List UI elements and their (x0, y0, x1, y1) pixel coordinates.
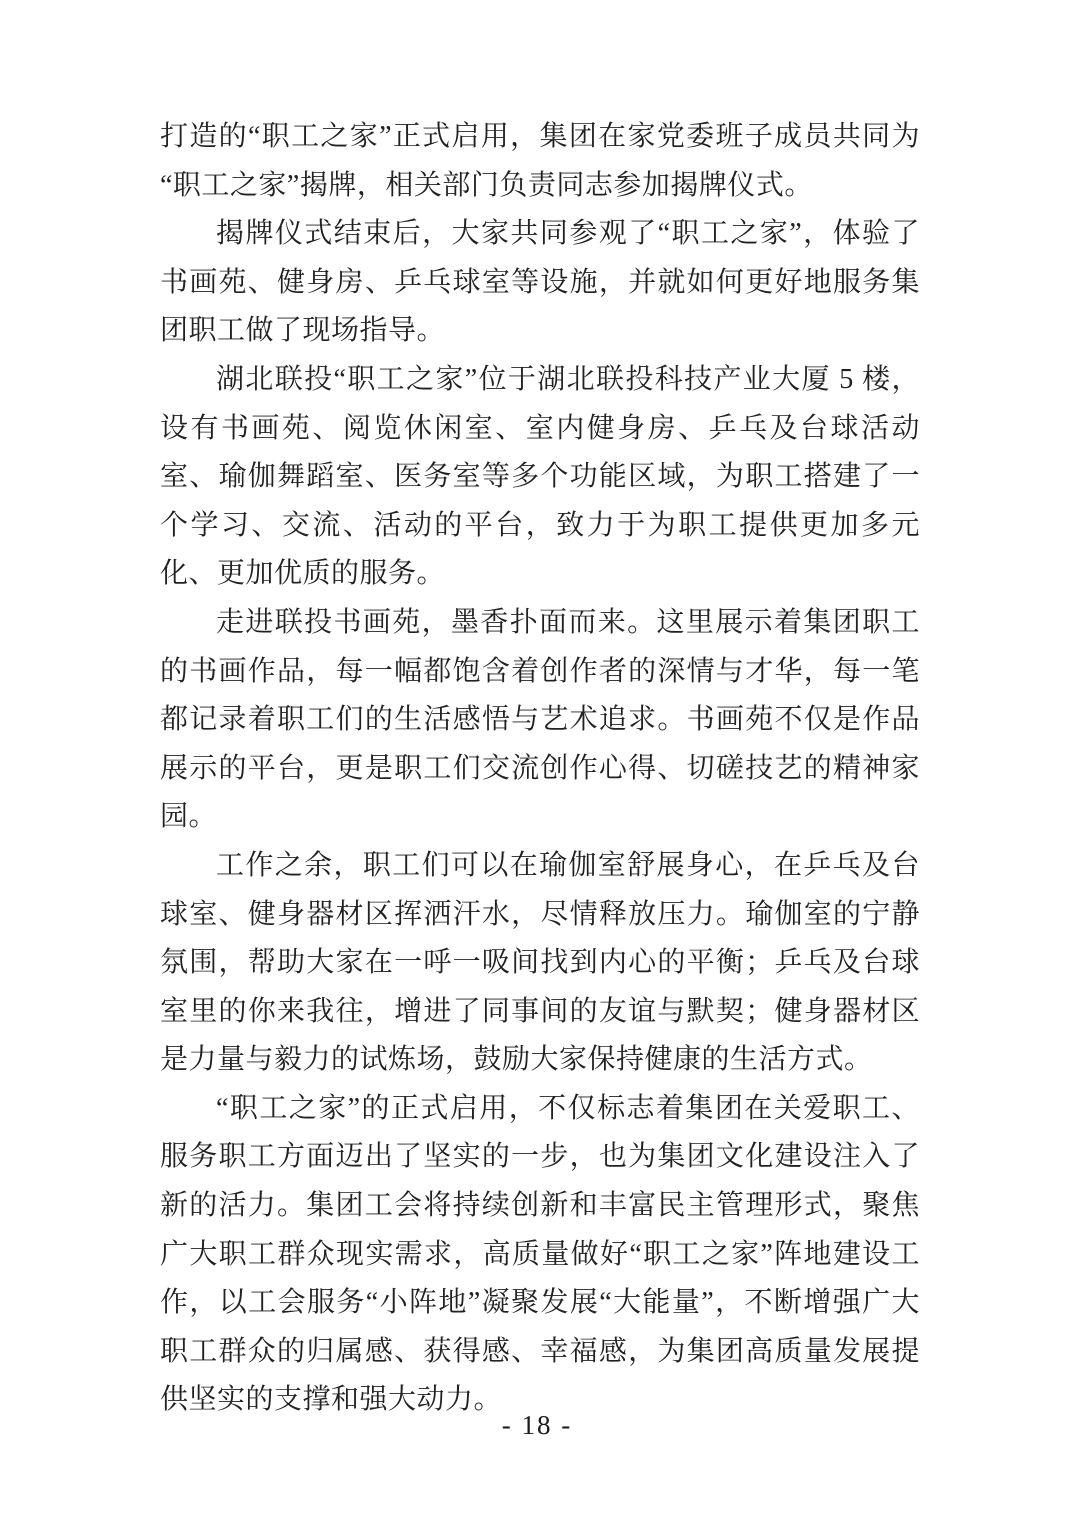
paragraph-1: 打造的“职工之家”正式启用，集团在家党委班子成员共同为“职工之家”揭牌，相关部门负责同志参加揭牌仪式。 (160, 121, 920, 201)
paragraph-6: “职工之家”的正式启用，不仅标志着集团在关爱职工、服务职工方面迈出了坚实的一步，也为集团文化建设注入了新的活力。集团工会将持续创新和丰富民主管理形式，聚焦广大职工群众现实需求，高质量做好“职工之家”阵地建设工作，以工会服务“小阵地”凝聚发展“大能量”，不断增强广大职工群众的归属感、获得感、幸福感，为集团高质量发展提供坚实的支撑和强大动力。 (160, 1092, 920, 1416)
document-body (160, 113, 920, 1425)
paragraph-2: 揭牌仪式结束后，大家共同参观了“职工之家”，体验了书画苑、健身房、乒乓球室等设施，并就如何更好地服务集团职工做了现场指导。 (160, 218, 920, 347)
paragraph-3: 湖北联投“职工之家”位于湖北联投科技产业大厦 5 楼，设有书画苑、阅览休闲室、室内健身房、乒乓及台球活动室、瑜伽舞蹈室、医务室等多个功能区域，为职工搭建了一个学习、交流、活动的平台，致力于为职工提供更加多元化、更加优质的服务。 (160, 363, 920, 590)
page-number: - 18 - (501, 1410, 573, 1440)
paragraph-4: 走进联投书画苑，墨香扑面而来。这里展示着集团职工的书画作品，每一幅都饱含着创作者的深情与才华，每一笔都记录着职工们的生活感悟与艺术追求。书画苑不仅是作品展示的平台，更是职工们交流创作心得、切磋技艺的精神家园。 (160, 606, 920, 833)
paragraph-5: 工作之余，职工们可以在瑜伽室舒展身心，在乒乓及台球室、健身器材区挥洒汗水，尽情释放压力。瑜伽室的宁静氛围，帮助大家在一呼一吸间找到内心的平衡；乒乓及台球室里的你来我往，增进了同事间的友谊与默契；健身器材区是力量与毅力的试炼场，鼓励大家保持健康的生活方式。 (160, 849, 920, 1076)
page-footer (0, 1405, 1074, 1445)
